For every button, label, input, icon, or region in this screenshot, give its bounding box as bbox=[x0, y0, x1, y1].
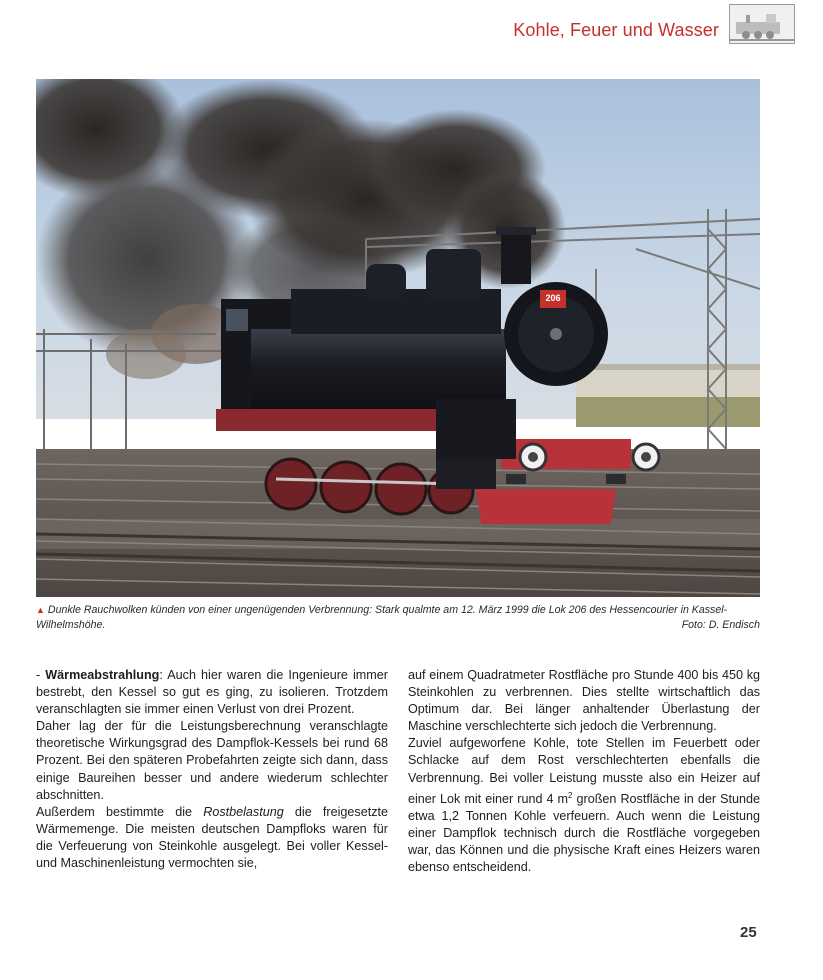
paragraph: Daher lag der für die Leistungsberechnung veranschlagte theoretische Wirkungsgrad des Dampflok-Kessels bei rund 68 Prozent. Bei den späteren Probefahrten zeigte sich dann, dass einige Baureihen besser und andere wiederum schlechter abschnitten. bbox=[36, 719, 388, 802]
paragraph: - Wärmeabstrahlung: Auch hier waren die Ingenieure immer bestrebt, den Kessel so gut es ging, zu isolieren. Trotzdem veranschlagten sie immer einen Verlust von drei Prozent. bbox=[36, 668, 388, 717]
steam-locomotive-photo bbox=[36, 79, 760, 597]
term-waermeabstrahlung: Wärmeabstrahlung bbox=[45, 668, 160, 682]
photo-caption bbox=[36, 603, 760, 633]
chapter-title: Kohle, Feuer und Wasser bbox=[513, 20, 719, 40]
caption-text: Dunkle Rauchwolken künden von einer ungenügenden Verbrennung: Stark qualmte am 12. März 1999 die Lok 206 des Hessencourier in Kassel-Wilhelmshöhe. bbox=[36, 604, 728, 631]
photo-credit: Foto: D. Endisch bbox=[681, 619, 760, 631]
paragraph: Außerdem bestimmte die Rostbelastung die freigesetzte Wärmemenge. Die meisten deutschen Dampfloks waren für die Verfeuerung von Steinkohle ausgelegt. Bei voller Kessel- und Maschinenleistung vermochten sie, bbox=[36, 804, 388, 871]
caption-triangle-icon: ▲ bbox=[36, 605, 45, 615]
page-number: 25 bbox=[740, 924, 757, 941]
text-column-left bbox=[36, 667, 388, 872]
locomotive-thumbnail-icon bbox=[729, 4, 795, 44]
term-rostbelastung: Rostbelastung bbox=[203, 804, 284, 819]
locomotive-number-plate: 206 bbox=[545, 293, 561, 303]
text-column-right bbox=[408, 667, 760, 876]
paragraph: Zuviel aufgeworfene Kohle, tote Stellen im Feuerbett oder Schlacke auf dem Rost verschlechterten ebenfalls die Verbrennung. Bei voller Leistung musste also ein Heizer auf einer Lok mit einer rund 4 $m^2$ großen Rostfläche in der Stunde etwa 1,2 Tonnen Kohle verfeuern. Auch wenn die Leistung einer Dampflok technisch durch die Rostfläche vorgegeben war, das Können und die physische Kraft eines Heizers waren ebenso entscheidend. bbox=[408, 736, 760, 875]
paragraph: auf einem Quadratmeter Rostfläche pro Stunde 400 bis 450 kg Steinkohlen zu verbrennen. Dies stellte wirtschaftlich das Optimum dar. Bei länger anhaltender Überlastung der Maschine verschlechterte sich jedoch die Verbrennung. bbox=[408, 668, 760, 734]
